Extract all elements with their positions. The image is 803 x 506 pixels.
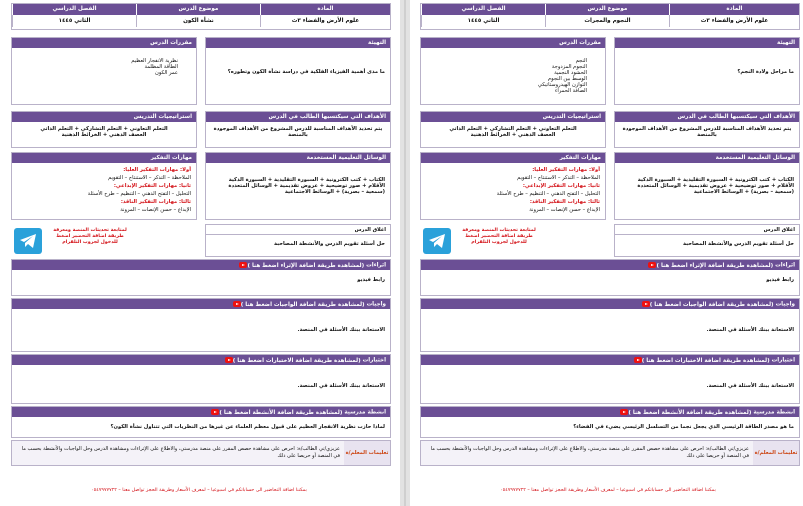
telegram-icon[interactable]: [14, 228, 42, 254]
strategies-text: التعلم التعاوني + التعلم التشاركي + التعلم الذاتي: [40, 126, 168, 132]
thinking-heading: ثانيا: مهارات التفكير الإبداعي:: [113, 183, 191, 189]
homework-text: الاستعانة ببنك الأسئلة في المنصة.: [706, 327, 794, 333]
aids-section: [205, 152, 391, 220]
lesson-plan-page: [413, 0, 803, 506]
telegram-icon[interactable]: [423, 228, 451, 254]
thinking-skills: الملاحظة – التذكر – الاستنتاج – التقويم: [517, 175, 600, 181]
thinking-skills: الإبداع – حسن الإنصات – المرونة: [529, 207, 600, 213]
aids-title: الوسائل التعليمية المستخدمة: [615, 153, 799, 163]
lesson-item: الطاقة المظلمة: [144, 64, 178, 70]
activity-question: ما هو مصدر الطاقة الرئيسي الذي يجعل نجما من التسلسل الرئيسي يضيء في الفضاء؟: [573, 424, 794, 430]
lesson-items-list: [12, 48, 196, 78]
thinking-title: مهارات التفكير: [12, 153, 196, 163]
header-subject: المادة: [669, 4, 799, 15]
homework-header: [421, 299, 799, 309]
teacher-notes-text: عزيزي/تي الطالب/ة: احرص على مشاهدة حصص المقرر على منصة مدرستي، والاطلاع على الإثراءات ومشاهدة الدرس وحل الواجبات والأنشطة بحسب ما في المنصة أو حريصا على ذلك: [430, 446, 749, 459]
strategies-section: [420, 111, 606, 148]
enrichment-title: اثراءات: [366, 262, 386, 269]
aids-line: (سمعية – بصرية) + الوسائط الاجتماعية: [284, 189, 385, 195]
intro-title: التهيئة: [206, 38, 390, 48]
aids-line: الكتاب + كتب الكترونية + السبورة التقليدية + السبورة الذكية: [228, 177, 385, 183]
homework-how-to-link[interactable]: (لمشاهدة طريقة اضافة الواجبات اضغط هنا ): [231, 302, 365, 308]
lesson-content-section: [420, 37, 606, 105]
thinking-skills: التحليل – التفتح الذهني – التنظيم – طرح الأسئلة: [87, 191, 191, 197]
youtube-icon[interactable]: [233, 301, 241, 307]
school-activity-section: [11, 406, 391, 438]
goals-title: الأهداف التي سيكتسبها الطالب في الدرس: [615, 112, 799, 122]
enrichment-section: [11, 259, 391, 296]
activity-how-to-link[interactable]: (لمشاهدة طريقة اضافة الأنشطة اضغط هنا ): [209, 410, 342, 416]
activity-title: انشطة مدرسية: [753, 409, 795, 416]
strategies-title: استراتيجيات التدريس: [421, 112, 605, 122]
youtube-icon[interactable]: [211, 409, 219, 415]
header-subject: المادة: [260, 4, 390, 15]
lesson-content-title: مقررات الدرس: [421, 38, 605, 48]
goals-title: الأهداف التي سيكتسبها الطالب في الدرس: [206, 112, 390, 122]
youtube-icon[interactable]: [225, 357, 233, 363]
aids-line: الكتاب + كتب الكترونية + السبورة التقليدية + السبورة الذكية: [637, 177, 794, 183]
lesson-item: النجم: [575, 58, 587, 64]
youtube-icon[interactable]: [620, 409, 628, 415]
youtube-icon[interactable]: [642, 301, 650, 307]
activity-header: [421, 407, 799, 417]
lesson-item: الصافة الحمراء: [554, 88, 587, 94]
teacher-notes-text: عزيزي/تي الطالب/ة: احرص على مشاهدة حصص المقرر على منصة مدرستي، والاطلاع على الإثراءات ومشاهدة الدرس وحل الواجبات والأنشطة بحسب ما في المنصة أو حريصا على ذلك: [21, 446, 340, 459]
enrichment-section: [420, 259, 800, 296]
header-semester: الفصل الدراسي: [12, 4, 136, 15]
footer-contact: بمكننا اضافة التحاضير الى حساباتكم في اسبوعيا – لمعرف الأسعار وطريقة الحجز تواصل معنا – ٠٥٤٧٩٧٧٧٢٢: [91, 488, 307, 493]
enrichment-header: [12, 260, 390, 270]
homework-section: [11, 298, 391, 352]
lesson-item: نظرية الانفجار العظيم: [131, 58, 178, 64]
closing-section: [614, 224, 800, 257]
subject-value: علوم الأرض والفضاء ٣ث: [260, 15, 390, 27]
tests-title: اختبارات: [362, 357, 386, 364]
youtube-icon[interactable]: [634, 357, 642, 363]
enrichment-title: اثراءات: [775, 262, 795, 269]
telegram-link[interactable]: [10, 226, 132, 256]
closing-title: اغلاق الدرس: [206, 225, 390, 235]
homework-header: [12, 299, 390, 309]
homework-how-to-link[interactable]: (لمشاهدة طريقة اضافة الواجبات اضغط هنا ): [640, 302, 774, 308]
thinking-heading: ثالثا: مهارات التفكير الناقد:: [529, 199, 600, 205]
strategies-section: [11, 111, 197, 148]
tests-header: [421, 355, 799, 365]
tests-section: [11, 354, 391, 404]
thinking-skills-section: [420, 152, 606, 220]
homework-title: واجبات: [775, 301, 795, 308]
intro-section: [614, 37, 800, 105]
youtube-icon[interactable]: [648, 262, 656, 268]
activity-question: لماذا حازت نظرية الانفجار العظيم على قبول معظم العلماء عن غيرها من النظريات التي تتناول نشأة الكون؟: [110, 424, 385, 430]
header-topic: موضوع الدرس: [136, 4, 260, 15]
lesson-plan-page: [4, 0, 398, 506]
header-semester: الفصل الدراسي: [421, 4, 545, 15]
activity-how-to-link[interactable]: (لمشاهدة طريقة اضافة الأنشطة اضغط هنا ): [618, 410, 751, 416]
thinking-title: مهارات التفكير: [421, 153, 605, 163]
strategies-text-2: العصف الذهني + الخرائط الذهنية: [470, 132, 556, 138]
school-activity-section: [420, 406, 800, 438]
page-divider: [400, 0, 410, 506]
semester-value: الثاني ١٤٤٥: [12, 15, 136, 27]
strategies-title: استراتيجيات التدريس: [12, 112, 196, 122]
goals-section: [205, 111, 391, 148]
closing-text: حل أسئلة تقويم الدرس والأنشطة المصاحبة: [273, 241, 385, 247]
intro-section: [205, 37, 391, 105]
enrichment-how-to-link[interactable]: (لمشاهدة طريقة اضافة الإثراء اضغط هنا ): [237, 263, 364, 269]
homework-title: واجبات: [366, 301, 386, 308]
enrichment-header: [421, 260, 799, 270]
teacher-notes: [420, 440, 800, 466]
activity-header: [12, 407, 390, 417]
header-topic: موضوع الدرس: [545, 4, 669, 15]
lesson-item: عمر الكون: [155, 70, 178, 76]
tests-text: الاستعانة ببنك الأسئلة في المنصة.: [297, 383, 385, 389]
lesson-item: النجوم المزدوجة: [551, 64, 587, 70]
teacher-notes-label: تعليمات المعلم/ة: [753, 441, 799, 465]
activity-title: انشطة مدرسية: [344, 409, 386, 416]
lesson-item: التوازن الهيدروستاتيكي: [537, 82, 587, 88]
closing-section: [205, 224, 391, 257]
topic-value: النجوم والمجرات: [545, 15, 669, 27]
closing-title: اغلاق الدرس: [615, 225, 799, 235]
goals-text: يتم تحديد الأهداف المناسبة للدرس المشروع من الأهداف الموجودة بالمنصة: [213, 126, 383, 138]
thinking-skills: الملاحظة – التذكر – الاستنتاج – التقويم: [108, 175, 191, 181]
thinking-heading: أولا: مهارات التفكير العليا:: [123, 167, 191, 173]
lesson-info-table: [420, 3, 800, 30]
telegram-link[interactable]: [419, 226, 541, 256]
homework-section: [420, 298, 800, 352]
aids-title: الوسائل التعليمية المستخدمة: [206, 153, 390, 163]
telegram-text[interactable]: لمتابعة تحديثات المنصة ومعرفة طريقة اضافة التحضير اضغط للدخول لجروب التلقرام: [462, 228, 536, 246]
tests-text: الاستعانة ببنك الأسئلة في المنصة.: [706, 383, 794, 389]
lesson-content-title: مقررات الدرس: [12, 38, 196, 48]
homework-text: الاستعانة ببنك الأسئلة في المنصة.: [297, 327, 385, 333]
thinking-skills: الإبداع – حسن الإنصات – المرونة: [120, 207, 191, 213]
enrichment-text: رابط فيديو: [766, 277, 794, 283]
aids-section: [614, 152, 800, 220]
intro-title: التهيئة: [615, 38, 799, 48]
lesson-info-table: [11, 3, 391, 30]
thinking-heading: ثانيا: مهارات التفكير الإبداعي:: [522, 183, 600, 189]
strategies-text: التعلم التعاوني + التعلم التشاركي + التعلم الذاتي: [449, 126, 577, 132]
semester-value: الثاني ١٤٤٥: [421, 15, 545, 27]
aids-line: (سمعية – بصرية) + الوسائط الاجتماعية: [693, 189, 794, 195]
tests-title: اختبارات: [771, 357, 795, 364]
footer-contact: بمكننا اضافة التحاضير الى حساباتكم في اسبوعيا – لمعرف الأسعار وطريقة الحجز تواصل معنا – ٠٥٤٧٩٧٧٧٢٢: [500, 488, 716, 493]
telegram-text[interactable]: لمتابعة تحديثات المنصة ومعرفة طريقة اضافة التحضير اضغط للدخول لجروب التلقرام: [53, 228, 127, 246]
strategies-text-2: العصف الذهني + الخرائط الذهنية: [61, 132, 147, 138]
topic-value: نشأة الكون: [136, 15, 260, 27]
enrichment-text: رابط فيديو: [357, 277, 385, 283]
lesson-items-list: [421, 48, 605, 96]
intro-question: ما مراحل ولادة النجم؟: [737, 69, 794, 75]
aids-line: الأقلام + صور توضيحية + عروض تقديمية + الوسائل المتعددة: [228, 183, 385, 189]
thinking-heading: ثالثا: مهارات التفكير الناقد:: [120, 199, 191, 205]
closing-text: حل أسئلة تقويم الدرس والأنشطة المصاحبة: [682, 241, 794, 247]
tests-header: [12, 355, 390, 365]
goals-section: [614, 111, 800, 148]
intro-question: ما مدى أهمية الفيزياء الفلكية في دراسة نشأة الكون وتطوره؟: [227, 69, 385, 75]
goals-text: يتم تحديد الأهداف المناسبة للدرس المشروع من الأهداف الموجودة بالمنصة: [622, 126, 792, 138]
teacher-notes: [11, 440, 391, 466]
subject-value: علوم الأرض والفضاء ٣ث: [669, 15, 799, 27]
aids-line: الأقلام + صور توضيحية + عروض تقديمية + الوسائل المتعددة: [637, 183, 794, 189]
enrichment-how-to-link[interactable]: (لمشاهدة طريقة اضافة الإثراء اضغط هنا ): [646, 263, 773, 269]
thinking-skills: التحليل – التفتح الذهني – التنظيم – طرح الأسئلة: [496, 191, 600, 197]
lesson-item: الوسط بين النجوم: [547, 76, 587, 82]
thinking-skills-section: [11, 152, 197, 220]
teacher-notes-label: تعليمات المعلم/ة: [344, 441, 390, 465]
lesson-item: الحشود النجمية: [554, 70, 587, 76]
thinking-heading: أولا: مهارات التفكير العليا:: [532, 167, 600, 173]
youtube-icon[interactable]: [239, 262, 247, 268]
lesson-content-section: [11, 37, 197, 105]
tests-how-to-link[interactable]: (لمشاهدة طريقة اضافة الاختبارات اضغط هنا ): [223, 358, 361, 364]
tests-section: [420, 354, 800, 404]
tests-how-to-link[interactable]: (لمشاهدة طريقة اضافة الاختبارات اضغط هنا ): [632, 358, 770, 364]
